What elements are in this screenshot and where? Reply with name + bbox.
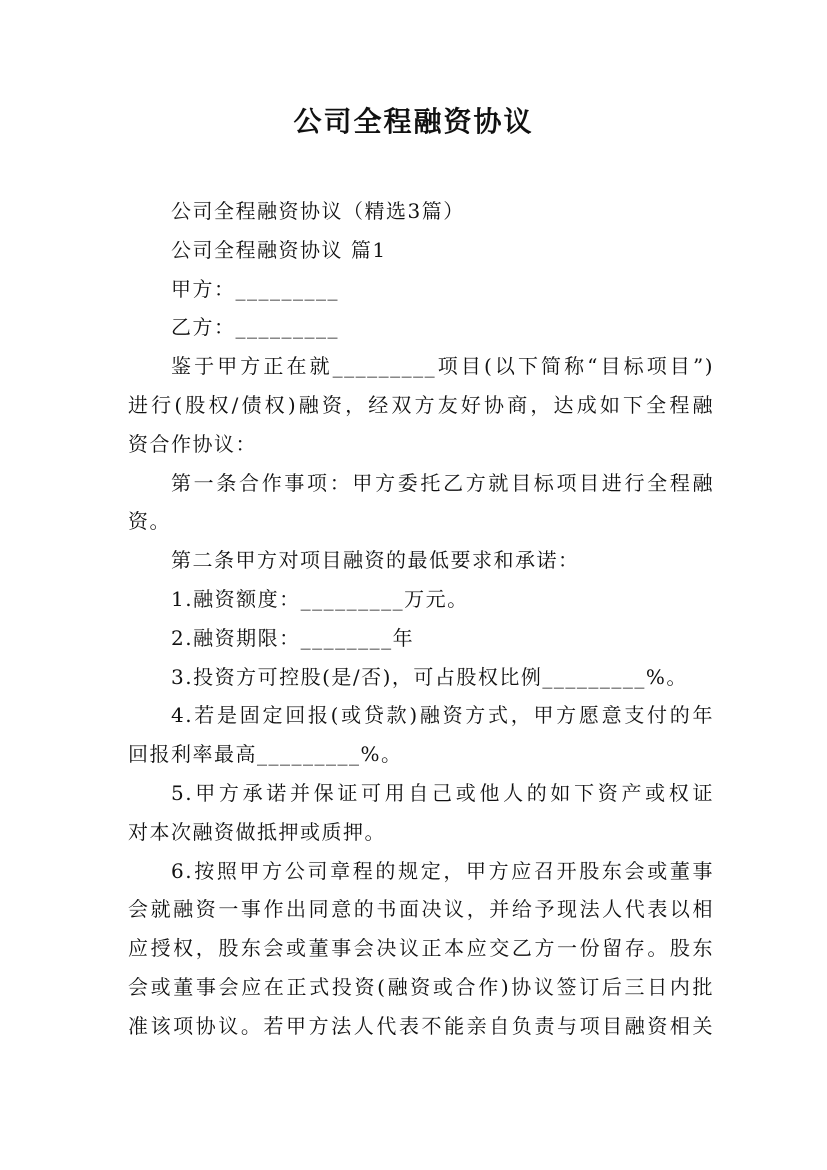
party-b-field <box>128 308 714 347</box>
text-line: 第一条合作事项：甲方委托乙方就目标项目进行全程融 <box>171 470 714 495</box>
text-line: 4.若是固定回报(或贷款)融资方式，甲方愿意支付的年 <box>171 703 714 728</box>
text-line: 进行(股权/债权)融资，经双方友好协商，达成如下全程融 <box>128 392 714 417</box>
text-line: 公司全程融资协议 篇1 <box>171 237 387 262</box>
text-line: 2.融资期限：________年 <box>171 625 415 650</box>
article-2-heading <box>128 541 714 580</box>
text-line: 回报利率最高_________%。 <box>128 742 403 767</box>
item-4-return-rate <box>128 696 714 774</box>
item-6-shareholder-resolution <box>128 852 714 1046</box>
text-line: 会就融资一事作出同意的书面决议，并给予现法人代表以相 <box>128 897 714 922</box>
text-line: 会或董事会应在正式投资(融资或合作)协议签订后三日内批 <box>128 974 714 999</box>
text-line: 1.融资额度：_________万元。 <box>171 586 469 611</box>
text-line: 6.按照甲方公司章程的规定，甲方应召开股东会或董事 <box>171 858 714 883</box>
text-line: 乙方：_________ <box>171 315 339 340</box>
text-line: 资。 <box>128 509 171 534</box>
party-a-field <box>128 270 714 309</box>
article-1-paragraph <box>128 464 714 542</box>
item-3-equity-control <box>128 658 714 697</box>
text-line: 对本次融资做抵押或质押。 <box>128 819 386 844</box>
text-line: 公司全程融资协议（精选3篇） <box>171 199 465 223</box>
item-2-financing-term <box>128 619 714 658</box>
text-line: 第二条甲方对项目融资的最低要求和承诺： <box>171 548 580 573</box>
text-line: 准该项协议。若甲方法人代表不能亲自负责与项目融资相关 <box>128 1013 714 1038</box>
text-line: 5.甲方承诺并保证可用自己或他人的如下资产或权证 <box>171 780 714 805</box>
text-line: 鉴于甲方正在就_________项目(以下简称“目标项目”) <box>171 354 714 379</box>
preamble-paragraph <box>128 347 714 463</box>
item-5-collateral <box>128 774 714 852</box>
text-line: 甲方：_________ <box>171 276 339 301</box>
item-1-financing-amount <box>128 580 714 619</box>
article-heading <box>128 231 714 270</box>
text-line: 应授权，股东会或董事会决议正本应交乙方一份留存。股东 <box>128 936 714 961</box>
text-line: 资合作协议： <box>128 431 257 456</box>
text-line: 3.投资方可控股(是/否)，可占股权比例_________%。 <box>171 664 688 689</box>
document-body <box>128 192 714 1046</box>
document-title: 公司全程融资协议 <box>293 105 534 138</box>
selection-heading <box>128 192 714 231</box>
